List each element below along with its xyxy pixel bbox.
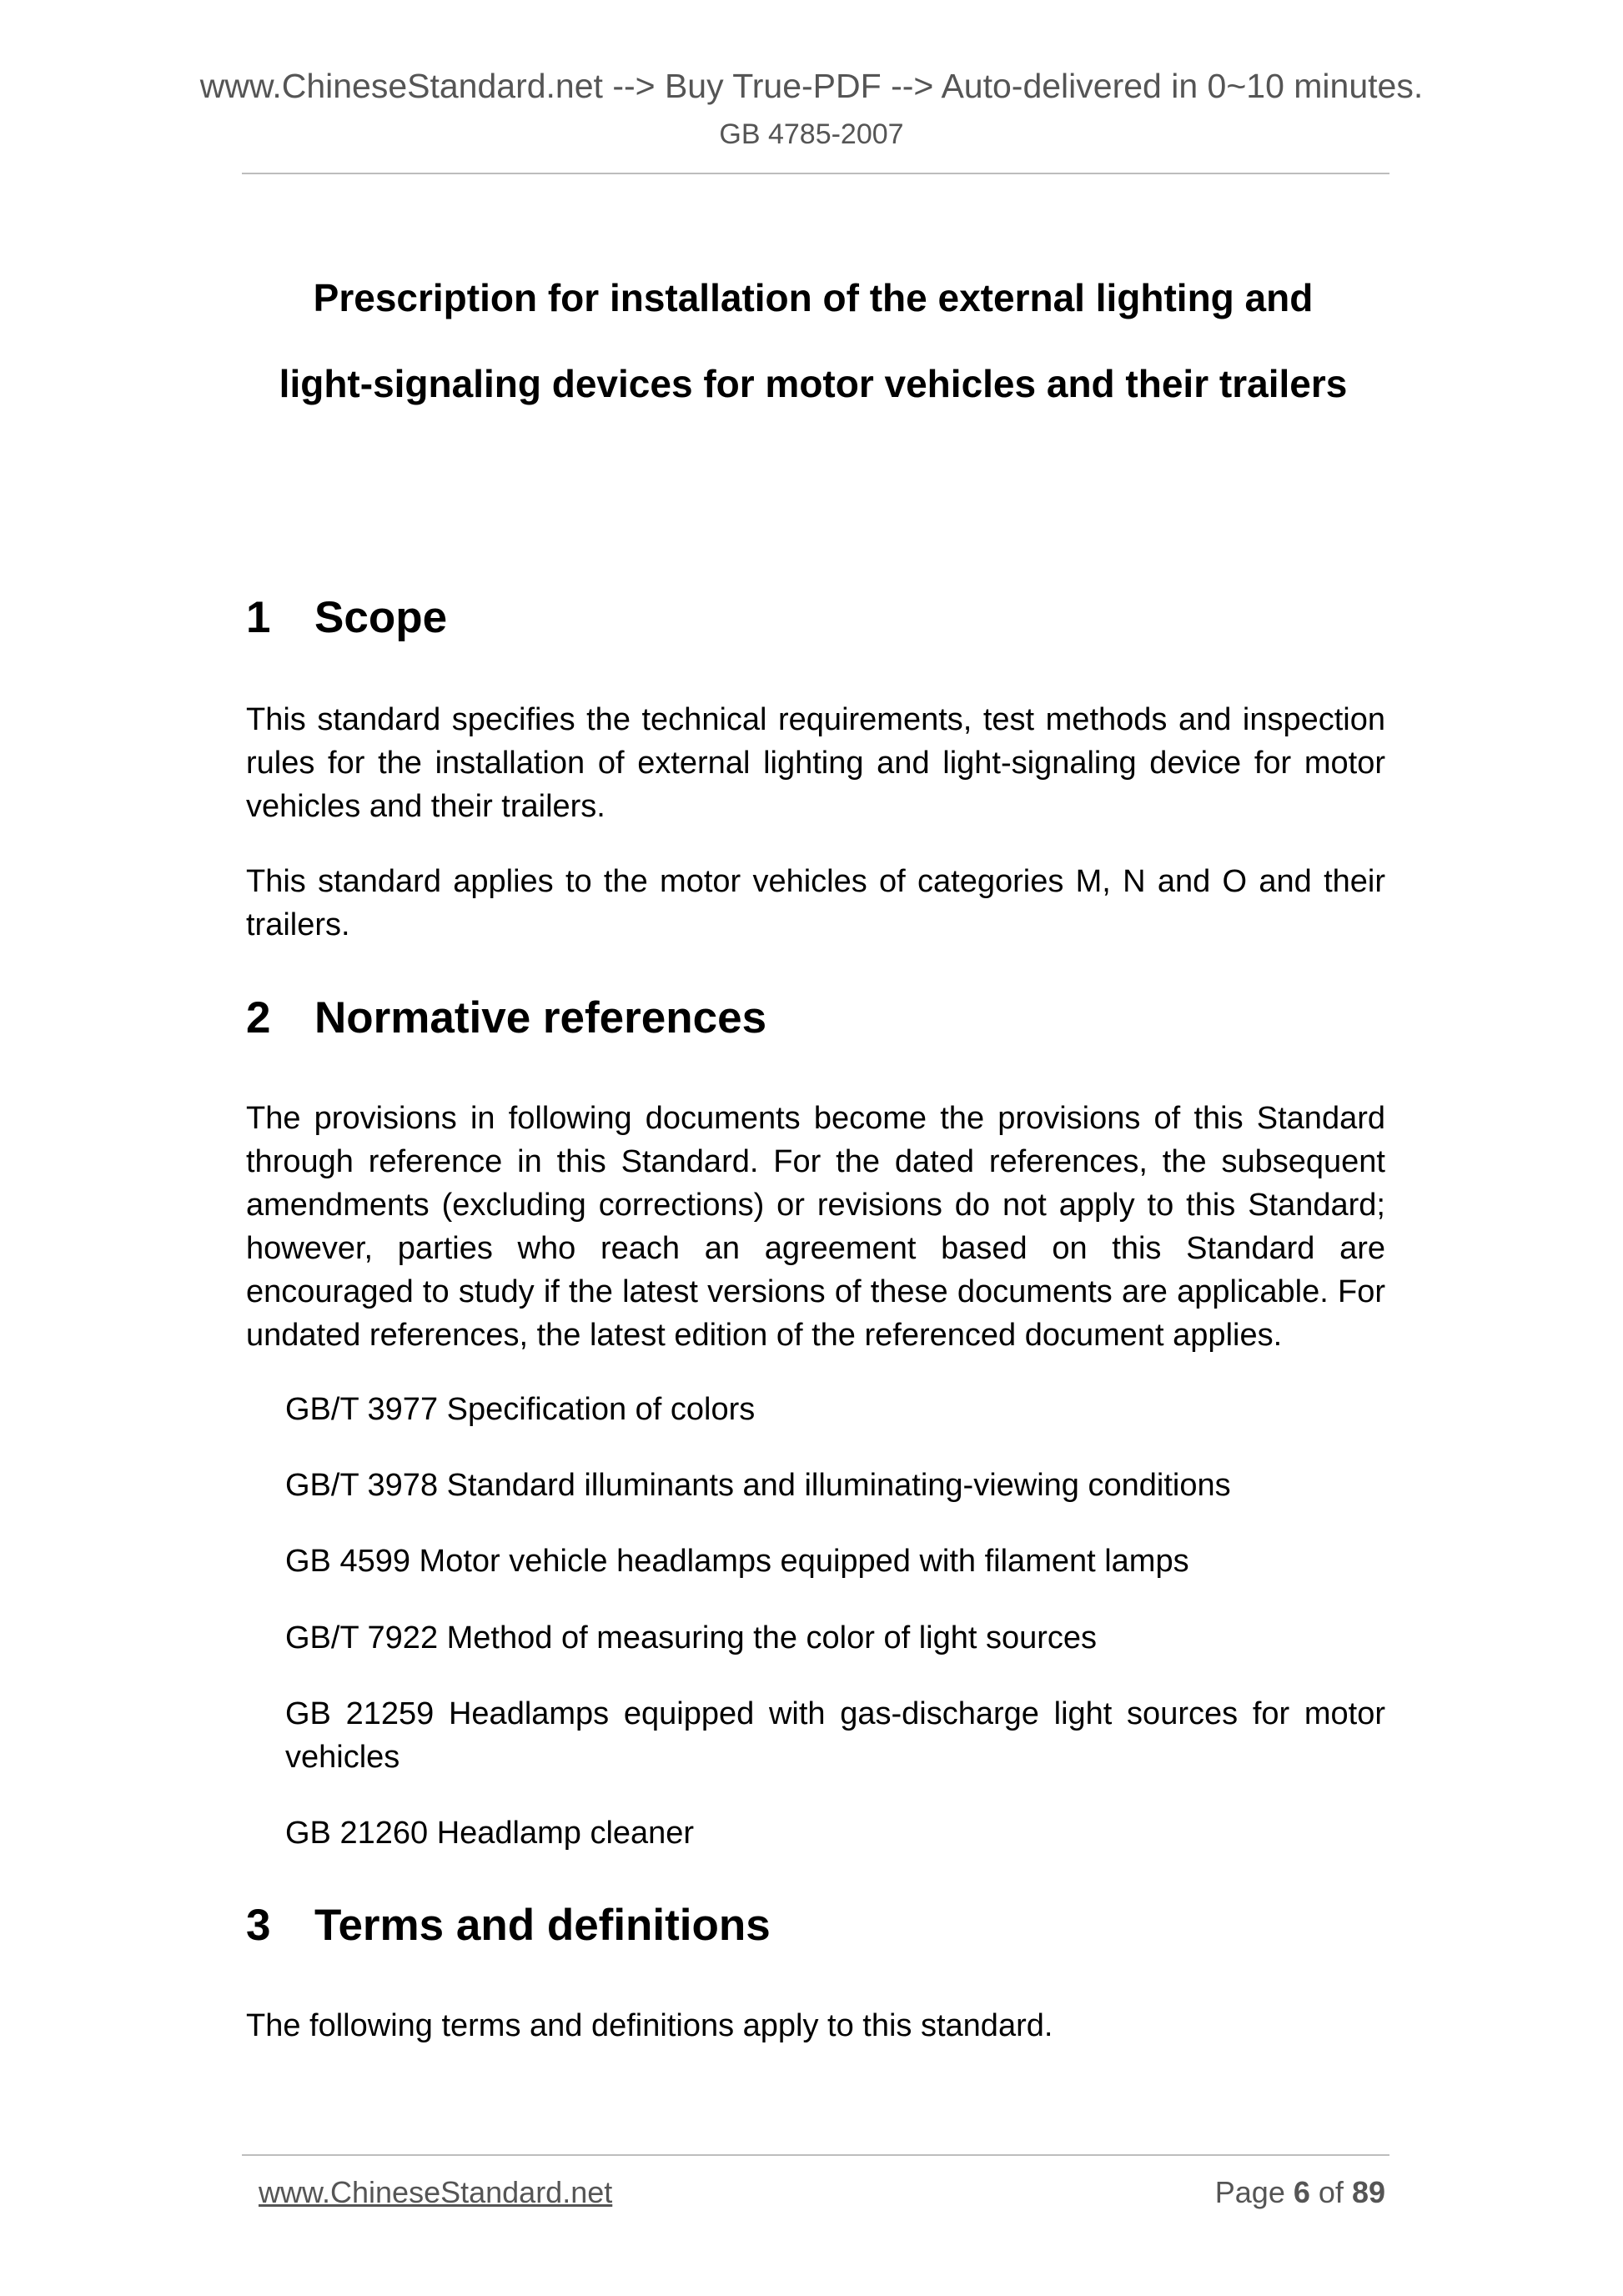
document-title-line-1: Prescription for installation of the external lighting and [313,276,1314,319]
document-title-line-2: light-signaling devices for motor vehicles and their trailers [279,362,1348,405]
page-indicator [1215,2175,1385,2210]
page-total: 89 [1351,2175,1385,2209]
section-title: Normative references [314,993,767,1042]
header-banner: www.ChineseStandard.net --> Buy True-PDF --> Auto-delivered in 0~10 minutes. [199,67,1424,105]
section-heading-scope [246,592,447,643]
section-number: 2 [246,993,271,1042]
section-heading-normative-references [246,992,766,1043]
page-current: 6 [1293,2175,1310,2209]
page-label: Page [1214,2175,1285,2209]
footer-divider [242,2154,1389,2156]
footer-website-link[interactable]: www.ChineseStandard.net [259,2175,613,2209]
reference-item: GB 21259 Headlamps equipped with gas-discharge light sources for motor vehicles [285,1696,1385,1775]
section-number: 1 [246,593,271,642]
terms-paragraph: The following terms and definitions apply to this standard. [246,2008,1053,2043]
reference-item: GB/T 3978 Standard illuminants and illuminating-viewing conditions [285,1468,1231,1503]
reference-item: GB/T 3977 Specification of colors [285,1392,756,1427]
reference-item: GB/T 7922 Method of measuring the color of light sources [285,1620,1098,1655]
scope-paragraph-1: This standard specifies the technical requirements, test methods and inspection rules for the installation of external lighting and light-signaling device for motor vehicles and their trailers. [246,702,1385,824]
normative-references-paragraph: The provisions in following documents become the provisions of this Standard through reference in this Standard. For the dated references, the subsequent amendments (excluding corrections) or revisions do not apply to this Standard; however, parties who reach an agreement based on this Standard are encouraged to study if the latest versions of these documents are applicable. For undated references, the latest edition of the referenced document applies. [246,1101,1385,1353]
page-of-label: of [1318,2175,1344,2209]
section-title: Terms and definitions [314,1901,771,1950]
section-number: 3 [246,1901,271,1950]
section-title: Scope [314,593,448,642]
document-code: GB 4785-2007 [719,118,904,150]
header-divider [242,173,1389,174]
reference-item: GB 21260 Headlamp cleaner [285,1816,695,1851]
section-heading-terms-and-definitions [246,1900,771,1951]
scope-paragraph-2: This standard applies to the motor vehicles of categories M, N and O and their trailers. [246,864,1385,942]
reference-item: GB 4599 Motor vehicle headlamps equipped with filament lamps [285,1544,1189,1579]
